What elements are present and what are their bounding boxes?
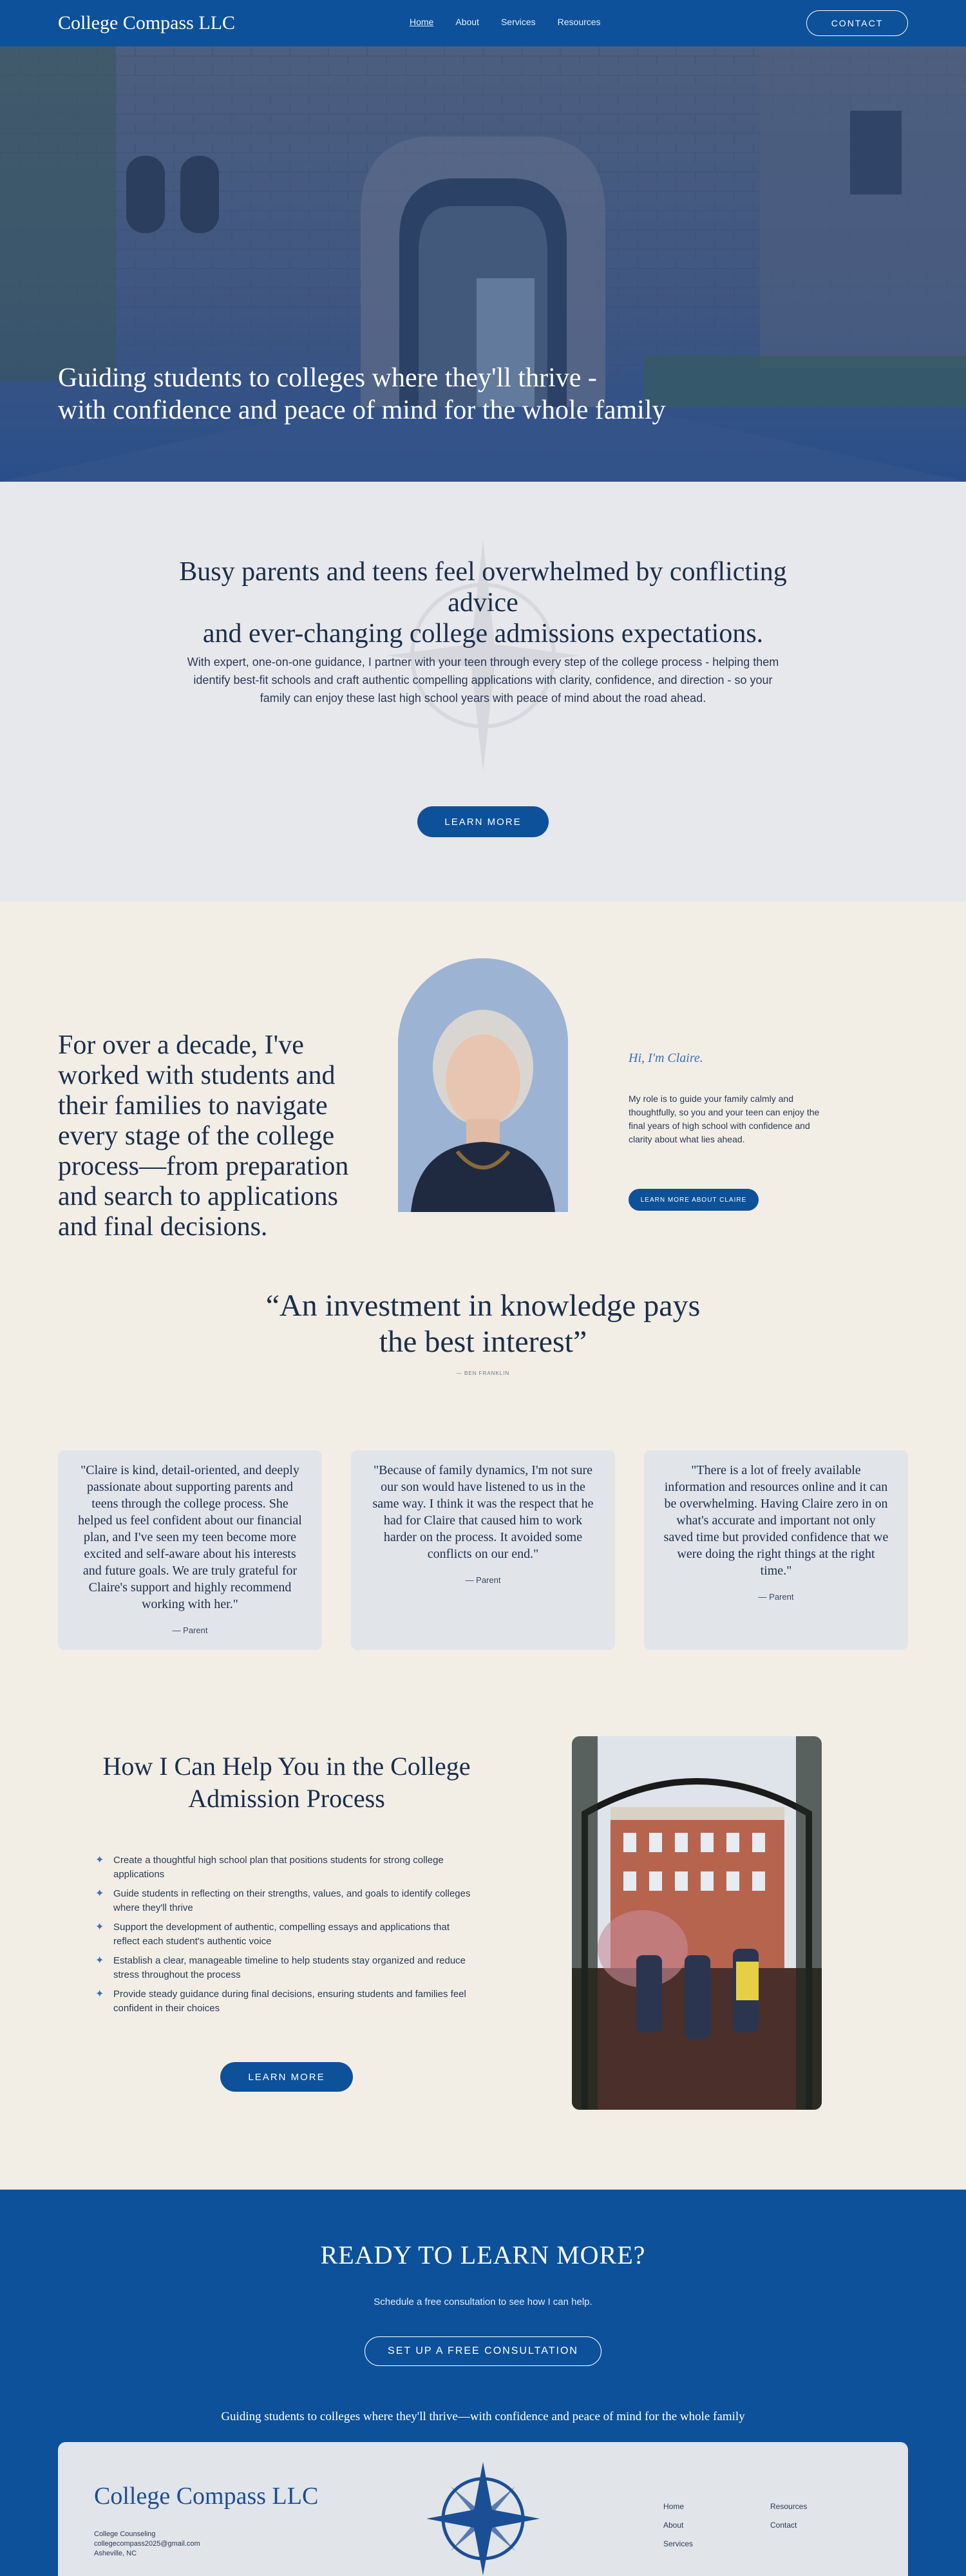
testimonial-author: — Parent [758, 1592, 794, 1602]
help-list [95, 1853, 475, 2021]
about-heading: For over a decade, I've worked with students and their families to navigate every stage of the college process—from preparation and search to applications and final decisions. [58, 1030, 349, 1242]
help-title-line-2: Admission Process [188, 1784, 385, 1813]
list-item [95, 1887, 475, 1915]
intro-heading [161, 556, 805, 649]
testimonial-text: "Claire is kind, detail-oriented, and deeply passionate about supporting parents and teens through the college process. She helped us feel confident about our financial plan, and I've seen my teen become more excited and self-aware about his interests and future goals. We are truly grateful for Claire's support and highly recommend working with her." [78, 1463, 302, 1611]
footer-info-line: College Counseling [94, 2530, 156, 2538]
nav-resources[interactable]: Resources [557, 17, 601, 27]
help-learn-more-button[interactable]: LEARN MORE [220, 2062, 353, 2092]
quote-block [225, 1288, 741, 1360]
campus-gate-photo [572, 1736, 822, 2110]
help-title [97, 1750, 477, 1815]
testimonial-author: — Parent [465, 1575, 501, 1585]
footer-link-resources[interactable]: Resources [770, 2502, 808, 2511]
nav-home[interactable]: Home [410, 17, 434, 27]
hero-section [0, 46, 966, 482]
contact-button[interactable]: CONTACT [806, 10, 908, 36]
star-bullet-icon: ✦ [95, 1955, 104, 1966]
star-bullet-icon: ✦ [95, 1888, 104, 1899]
hero-line-1: Guiding students to colleges where they'll thrive - [58, 363, 597, 393]
list-item [95, 1987, 475, 2016]
cta-subtext: Schedule a free consultation to see how I can help. [374, 2297, 592, 2307]
nav-services[interactable]: Services [500, 17, 536, 27]
site-header [0, 0, 966, 46]
cta-tagline: Guiding students to colleges where they'll thrive—with confidence and peace of mind for the whole family [221, 2410, 745, 2423]
footer-contact-info [94, 2530, 200, 2559]
learn-more-about-claire-button[interactable]: LEARN MORE ABOUT CLAIRE [629, 1189, 759, 1211]
campus-gate-image [572, 1736, 822, 2110]
list-item [95, 1954, 475, 1982]
hero-line-2: with confidence and peace of mind for the whole family [58, 395, 666, 425]
footer-links-col-2 [770, 2497, 807, 2535]
nav-about[interactable]: About [455, 17, 479, 27]
quote-line-2: the best interest” [379, 1325, 587, 1359]
testimonial-card [644, 1450, 908, 1650]
intro-section [0, 482, 966, 902]
list-item [95, 1853, 475, 1882]
intro-learn-more-button[interactable]: LEARN MORE [417, 806, 549, 837]
star-bullet-icon: ✦ [95, 1922, 104, 1933]
help-title-line-1: How I Can Help You in the College [102, 1752, 471, 1781]
free-consultation-button[interactable]: SET UP A FREE CONSULTATION [365, 2336, 601, 2366]
footer-link-home[interactable]: Home [663, 2502, 685, 2511]
testimonial-card [58, 1450, 322, 1650]
intro-heading-line-1: Busy parents and teens feel overwhelmed by conflicting advice [179, 557, 787, 618]
testimonial-text: "There is a lot of freely available information and resources online and it can be overwhelming. Having Claire zero in on what's accurate and important not only saved time but provided confidence that we were doing the right things at the right time." [663, 1463, 889, 1578]
compass-rose-icon [426, 2461, 540, 2576]
cta-section [0, 2190, 966, 2576]
testimonial-card [351, 1450, 615, 1650]
about-body: My role is to guide your family calmly and thoughtfully, so you and your teen can enjoy the final years of high school with confidence and clarity about what lies ahead. [629, 1094, 820, 1144]
list-item-text: Establish a clear, manageable timeline to help students stay organized and reduce stress throughout the process [113, 1955, 466, 1980]
quote-attribution: — BEN FRANKLIN [456, 1370, 510, 1376]
cta-heading: READY TO LEARN MORE? [320, 2240, 646, 2269]
portrait-image [398, 958, 568, 1212]
site-logo[interactable]: College Compass LLC [58, 12, 235, 33]
intro-body: With expert, one-on-one guidance, I partner with your teen through every step of the college process - helping them identify best-fit schools and craft authentic compelling applications with clarity, confidence, and direction - so your family can enjoy these last high school years with peace of mind about the road ahead. [187, 656, 779, 705]
list-item-text: Support the development of authentic, compelling essays and applications that reflect each student's authentic voice [113, 1922, 450, 1947]
list-item-text: Create a thoughtful high school plan that positions students for strong college applications [113, 1855, 444, 1880]
footer-location: Asheville, NC [94, 2550, 137, 2557]
list-item-text: Provide steady guidance during final decisions, ensuring students and families feel confident in their choices [113, 1989, 466, 2014]
hero-headline [58, 362, 702, 426]
main-nav [410, 17, 601, 27]
intro-heading-line-2: and ever-changing college admissions expectations. [202, 619, 764, 649]
claire-portrait [398, 958, 568, 1212]
footer-link-contact[interactable]: Contact [770, 2521, 797, 2530]
testimonials [58, 1450, 908, 1650]
footer-logo[interactable]: College Compass LLC [94, 2483, 319, 2510]
star-bullet-icon: ✦ [95, 1989, 104, 2000]
star-bullet-icon: ✦ [95, 1855, 104, 1866]
list-item [95, 1920, 475, 1949]
quote-line-1: “An investment in knowledge pays [265, 1289, 701, 1323]
footer-email[interactable]: collegecompass2025@gmail.com [94, 2540, 200, 2548]
about-greeting: Hi, I'm Claire. [629, 1051, 703, 1065]
testimonial-text: "Because of family dynamics, I'm not sure our son would have listened to us in the same way. I think it was the respect that he had for Claire that caused him to work harder on the process. It avoided some conflicts on our end." [372, 1463, 594, 1561]
testimonial-author: — Parent [172, 1625, 208, 1635]
list-item-text: Guide students in reflecting on their strengths, values, and goals to identify colleges where they'll thrive [113, 1888, 471, 1913]
footer-link-services[interactable]: Services [663, 2539, 694, 2548]
site-footer [58, 2442, 908, 2576]
footer-link-about[interactable]: About [663, 2521, 684, 2530]
footer-links-col-1 [663, 2497, 693, 2553]
